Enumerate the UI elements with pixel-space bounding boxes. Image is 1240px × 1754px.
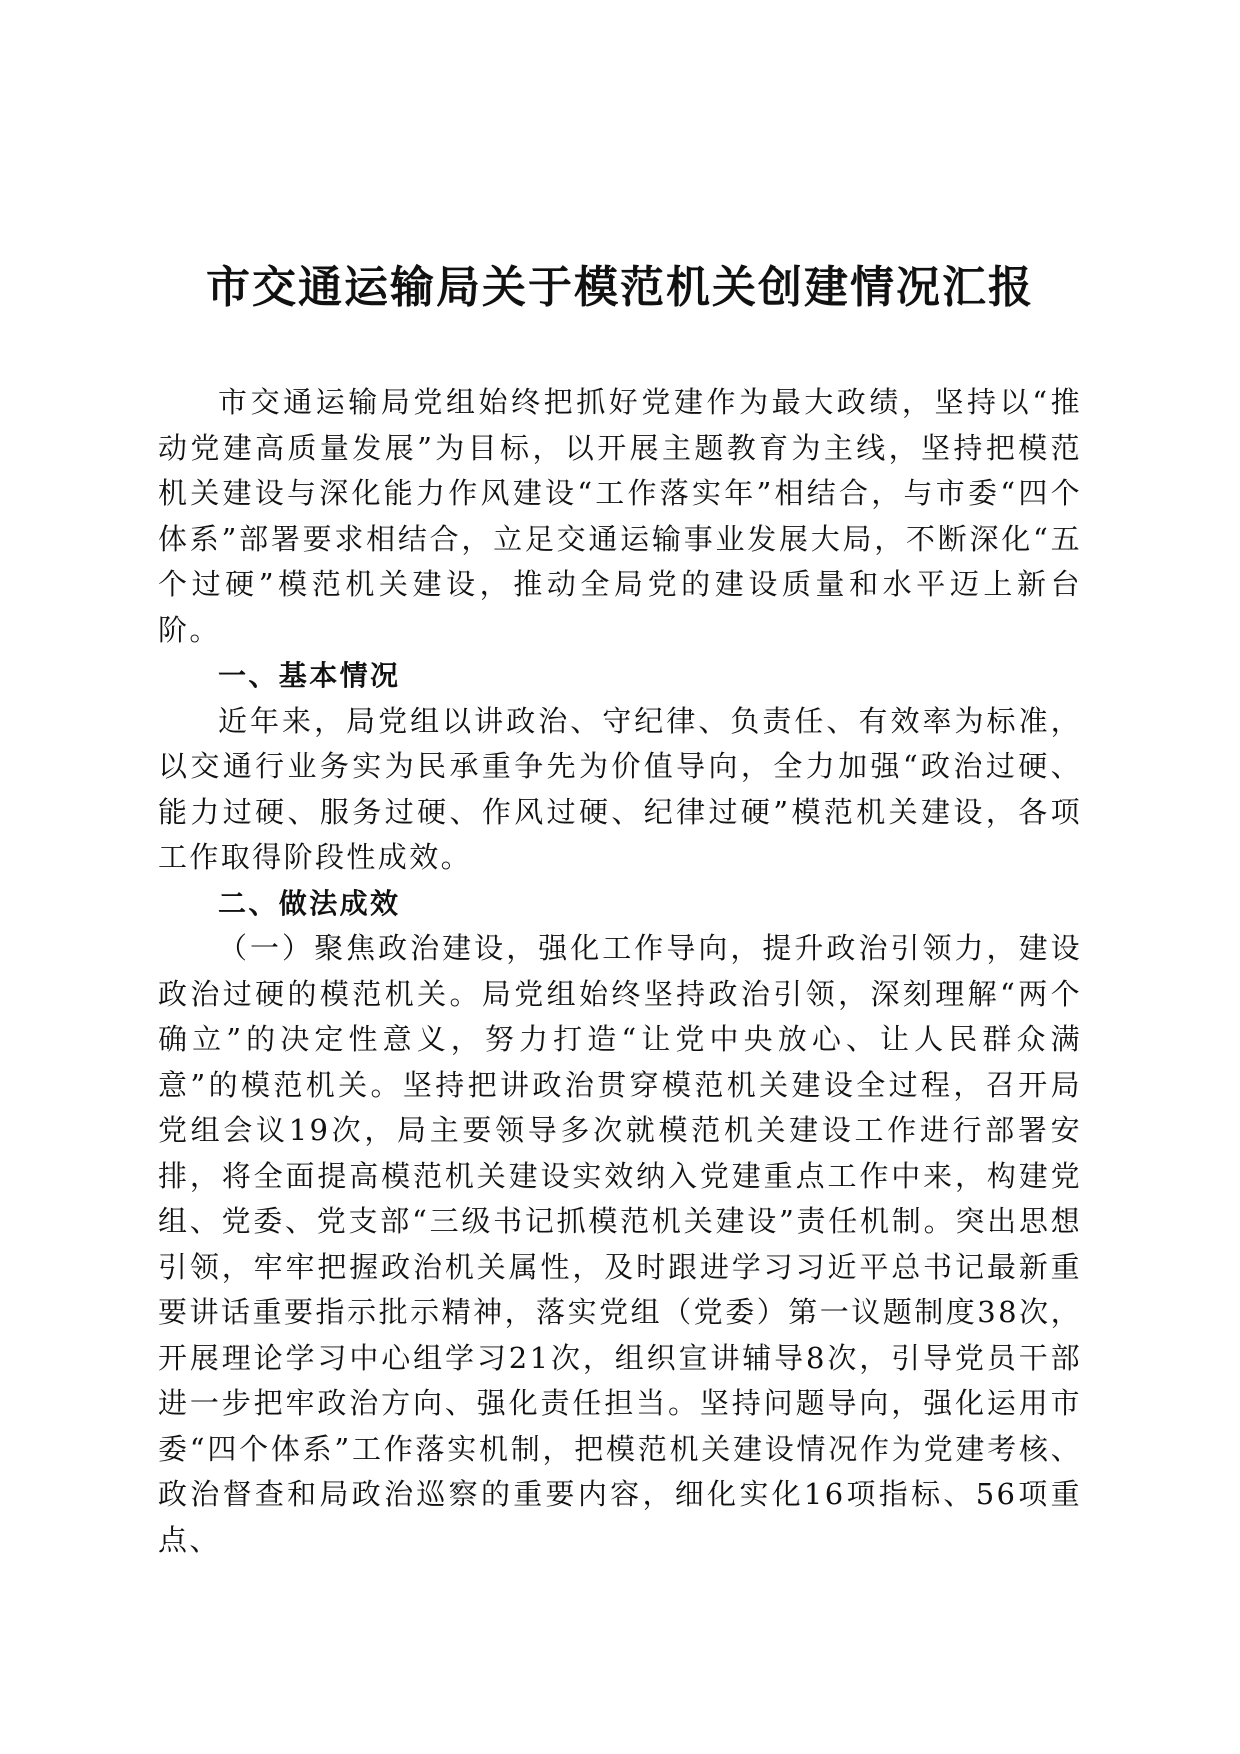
practices-paragraph: （一）聚焦政治建设，强化工作导向，提升政治引领力，建设政治过硬的模范机关。局党组始终坚持政治引领，深刻理解“两个确立”的决定性意义，努力打造“让党中央放心、让人民群众满意”的模范机关。坚持把讲政治贯穿模范机关建设全过程，召开局党组会议19次，局主要领导多次就模范机关建设工作进行部署安排，将全面提高模范机关建设实效纳入党建重点工作中来，构建党组、党委、党支部“三级书记抓模范机关建设”责任机制。突出思想引领，牢牢把握政治机关属性，及时跟进学习习近平总书记最新重要讲话重要指示批示精神，落实党组（党委）第一议题制度38次，开展理论学习中心组学习21次，组织宣讲辅导8次，引导党员干部进一步把牢政治方向、强化责任担当。坚持问题导向，强化运用市委“四个体系”工作落实机制，把模范机关建设情况作为党建考核、政治督查和局政治巡察的重要内容，细化实化16项指标、56项重点、	[158, 931, 1082, 1557]
section-heading-basic-situation: 一、基本情况	[218, 659, 401, 692]
basic-situation-paragraph: 近年来，局党组以讲政治、守纪律、负责任、有效率为标准，以交通行业务实为民承重争先为价值导向，全力加强“政治过硬、能力过硬、服务过硬、作风过硬、纪律过硬”模范机关建设，各项工作取得阶段性成效。	[158, 703, 1082, 874]
document-body	[158, 380, 1082, 1563]
intro-paragraph: 市交通运输局党组始终把抓好党建作为最大政绩，坚持以“推动党建高质量发展”为目标，以开展主题教育为主线，坚持把模范机关建设与深化能力作风建设“工作落实年”相结合，与市委“四个体系”部署要求相结合，立足交通运输事业发展大局，不断深化“五个过硬”模范机关建设，推动全局党的建设质量和水平迈上新台阶。	[158, 385, 1082, 647]
document-title: 市交通运输局关于模范机关创建情况汇报	[206, 262, 1034, 313]
section-heading-practices: 二、做法成效	[218, 886, 401, 920]
